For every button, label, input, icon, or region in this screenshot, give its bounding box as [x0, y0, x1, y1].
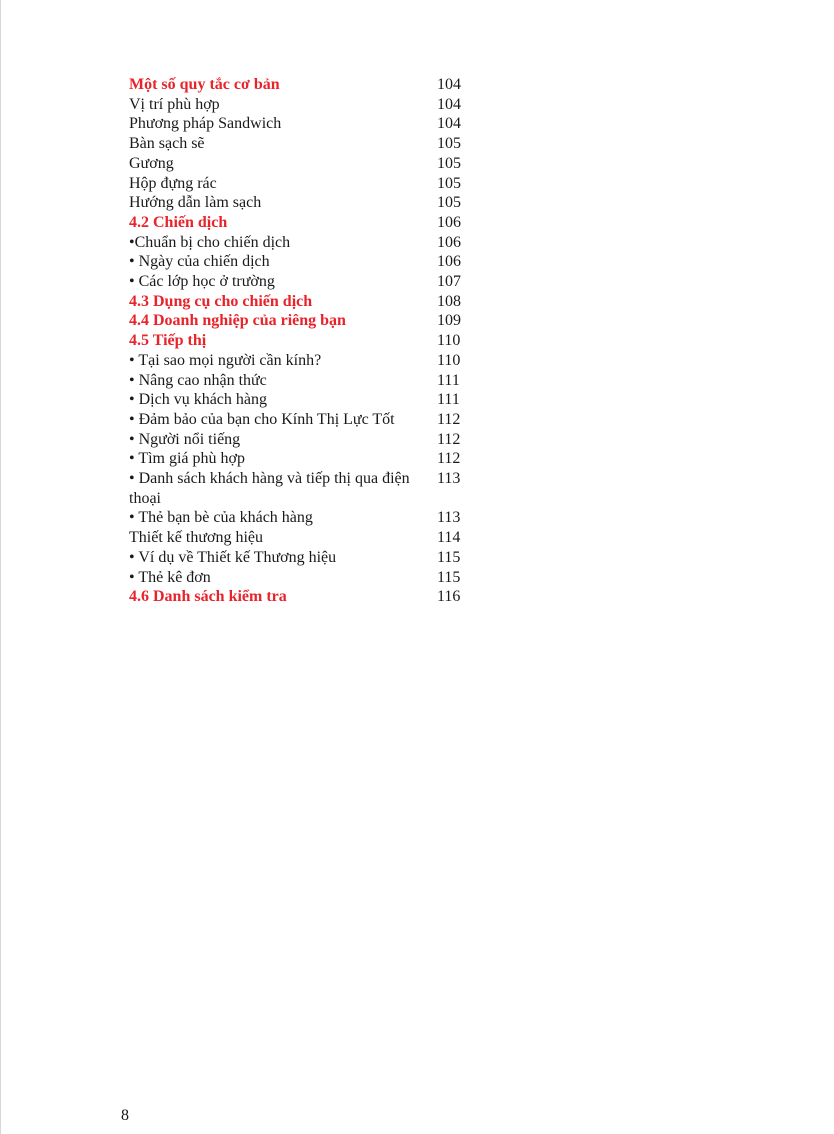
- toc-entry: [129, 548, 469, 568]
- toc-entry-page: 106: [437, 213, 461, 231]
- toc-entry-page: 112: [437, 430, 461, 448]
- toc-entry-label: • Người nổi tiếng: [129, 430, 241, 448]
- toc-entry-label: • Ví dụ về Thiết kế Thương hiệu: [129, 548, 337, 566]
- toc-entry-label: Gương: [129, 154, 174, 172]
- toc-entry-page: 116: [437, 588, 461, 606]
- toc-entry-page: 105: [437, 174, 461, 192]
- toc-entry-page: 106: [437, 233, 461, 251]
- toc-entry-label: • Thẻ bạn bè của khách hàng: [129, 509, 313, 527]
- toc-heading: [129, 75, 469, 95]
- toc-entry-page: 110: [437, 332, 461, 350]
- toc-entry: [129, 390, 469, 410]
- toc-entry-label: • Tìm giá phù hợp: [129, 450, 245, 468]
- toc-entry-label: Một số quy tắc cơ bản: [129, 76, 280, 93]
- toc-entry: [129, 154, 469, 174]
- toc-entry-page: 105: [437, 194, 461, 212]
- toc-heading: [129, 331, 469, 351]
- toc-entry: [129, 568, 469, 588]
- toc-entry-label: Vị trí phù hợp: [129, 95, 220, 113]
- toc-entry: [129, 95, 469, 115]
- toc-entry-page: 104: [437, 76, 461, 93]
- toc-entry-page: 111: [437, 371, 460, 389]
- toc-entry-label: Phương pháp Sandwich: [129, 115, 282, 133]
- toc-entry-label: Hướng dẫn làm sạch: [129, 194, 262, 212]
- toc-entry-label: Bàn sạch sẽ: [129, 135, 205, 153]
- toc-entry-page: 113: [437, 509, 461, 527]
- toc-entry-label: 4.4 Doanh nghiệp của riêng bạn: [129, 312, 346, 330]
- toc-entry-label: • Tại sao mọi người cần kính?: [129, 351, 322, 369]
- toc-entry: [129, 508, 469, 528]
- page-number: 8: [121, 1107, 129, 1124]
- toc-entry-label: Thiết kế thương hiệu: [129, 529, 263, 547]
- toc-entry-page: 109: [437, 312, 461, 330]
- toc-entry-label: • Dịch vụ khách hàng: [129, 391, 268, 409]
- toc-entry: [129, 174, 469, 194]
- toc-entry-page: 115: [437, 548, 461, 566]
- toc-entry-label: •Chuẩn bị cho chiến dịch: [129, 233, 291, 251]
- toc-entry-page: 107: [437, 273, 461, 291]
- table-of-contents: [129, 75, 469, 607]
- toc-entry-page: 113: [437, 470, 461, 488]
- toc-entry-label: • Thẻ kê đơn: [129, 568, 211, 586]
- toc-entry-label: • Nâng cao nhận thức: [129, 371, 267, 389]
- toc-entry-page: 111: [437, 391, 460, 409]
- toc-entry: [129, 252, 469, 272]
- toc-entry: [129, 528, 469, 548]
- toc-entry: [129, 114, 469, 134]
- toc-entry-page: 104: [437, 115, 461, 133]
- toc-heading: [129, 292, 469, 312]
- toc-entry: [129, 272, 469, 292]
- toc-entry: [129, 233, 469, 253]
- toc-entry: [129, 351, 469, 371]
- toc-heading: [129, 587, 469, 607]
- toc-entry: [129, 371, 469, 391]
- toc-entry-page: 105: [437, 135, 461, 153]
- toc-entry-page: 112: [437, 410, 461, 428]
- toc-entry: [129, 469, 469, 508]
- toc-heading: [129, 213, 469, 233]
- toc-entry-label: 4.5 Tiếp thị: [129, 332, 207, 350]
- toc-entry-page: 110: [437, 351, 461, 369]
- toc-entry-page: 105: [437, 154, 461, 172]
- toc-entry-label: Hộp đựng rác: [129, 174, 217, 192]
- toc-entry-label: 4.3 Dụng cụ cho chiến dịch: [129, 292, 313, 310]
- toc-entry: [129, 410, 469, 430]
- toc-entry-label: • Ngày của chiến dịch: [129, 253, 270, 271]
- toc-entry-page: 112: [437, 450, 461, 468]
- toc-entry-page: 108: [437, 292, 461, 310]
- toc-entry-page: 114: [437, 529, 461, 547]
- toc-entry-label: 4.6 Danh sách kiểm tra: [129, 588, 287, 606]
- toc-entry-page: 106: [437, 253, 461, 271]
- toc-entry-page: 115: [437, 568, 461, 586]
- toc-entry-label: • Các lớp học ở trường: [129, 273, 275, 291]
- toc-entry: [129, 134, 469, 154]
- toc-entry-page: 104: [437, 95, 461, 113]
- toc-entry: [129, 430, 469, 450]
- toc-entry-label: • Danh sách khách hàng và tiếp thị qua điện thoại: [129, 470, 410, 507]
- toc-entry: [129, 449, 469, 469]
- toc-entry-label: • Đảm bảo của bạn cho Kính Thị Lực Tốt: [129, 410, 395, 428]
- toc-entry: [129, 193, 469, 213]
- page-edge: [0, 0, 1, 1134]
- toc-heading: [129, 311, 469, 331]
- toc-entry-label: 4.2 Chiến dịch: [129, 213, 228, 231]
